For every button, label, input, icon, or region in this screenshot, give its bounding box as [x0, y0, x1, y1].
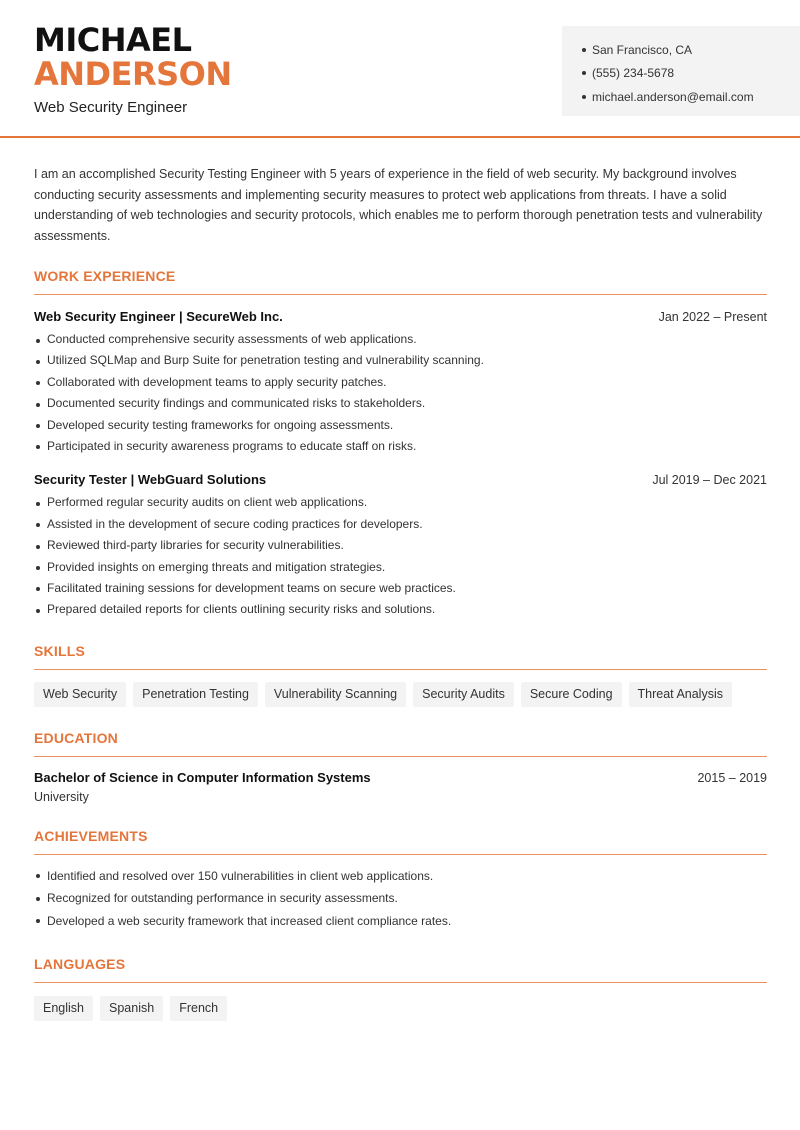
job-entry-header: [34, 309, 767, 324]
last-name: ANDERSON: [34, 55, 232, 93]
job-bullet-list: [34, 329, 767, 457]
section-divider: [34, 756, 767, 757]
list-item: Facilitated training sessions for development teams on secure web practices.: [34, 578, 767, 599]
resume-header: [0, 0, 800, 138]
skill-chip: Secure Coding: [521, 682, 622, 707]
achievements-list: [34, 865, 767, 933]
section-title-education: EDUCATION: [34, 729, 118, 746]
list-item: Developed security testing frameworks for ongoing assessments.: [34, 415, 767, 436]
skills-list: [34, 682, 767, 707]
job-title: Web Security Engineer: [34, 99, 188, 116]
section-divider: [34, 982, 767, 983]
degree-title: Bachelor of Science in Computer Information Systems: [34, 769, 371, 785]
job-bullet-list: [34, 492, 767, 620]
job-dates: Jul 2019 – Dec 2021: [652, 473, 767, 488]
language-chip: English: [34, 996, 93, 1021]
school-name: University: [34, 789, 89, 804]
contact-email[interactable]: michael.anderson@email.com: [582, 85, 800, 109]
section-title-languages: LANGUAGES: [34, 956, 126, 973]
skill-chip: Penetration Testing: [133, 682, 258, 707]
education-dates: 2015 – 2019: [697, 770, 767, 785]
section-divider: [34, 669, 767, 670]
skill-chip: Web Security: [34, 682, 126, 707]
list-item: Collaborated with development teams to apply security patches.: [34, 372, 767, 393]
list-item: Prepared detailed reports for clients outlining security risks and solutions.: [34, 599, 767, 620]
contact-location: San Francisco, CA: [582, 38, 800, 62]
section-title-skills: SKILLS: [34, 642, 85, 659]
list-item: Documented security findings and communicated risks to stakeholders.: [34, 393, 767, 414]
education-entry-header: [34, 770, 767, 785]
language-chip: Spanish: [100, 996, 163, 1021]
language-chip: French: [170, 996, 227, 1021]
bullet-icon: [582, 95, 586, 99]
section-title-work: WORK EXPERIENCE: [34, 268, 176, 284]
list-item: Developed a web security framework that increased client compliance rates.: [34, 910, 767, 933]
list-item: Utilized SQLMap and Burp Suite for penetration testing and vulnerability scanning.: [34, 350, 767, 371]
summary-paragraph: I am an accomplished Security Testing Engineer with 5 years of experience in the field of web security. My background involves conducting security assessments and implementing security measures to protect web applications from threats. I have a solid understanding of web technologies and security protocols, which enables me to perform thorough penetration tests and vulnerability assessments.: [34, 167, 763, 243]
languages-list: [34, 996, 767, 1021]
job-heading: Security Tester | WebGuard Solutions: [34, 472, 267, 488]
bullet-icon: [582, 48, 586, 52]
resume-body: [34, 164, 767, 1021]
section-divider: [34, 294, 767, 295]
list-item: Conducted comprehensive security assessments of web applications.: [34, 329, 767, 350]
section-divider: [34, 854, 767, 855]
first-name: MICHAEL: [34, 21, 192, 59]
contact-box: [562, 26, 800, 116]
list-item: Reviewed third-party libraries for security vulnerabilities.: [34, 535, 767, 556]
list-item: Identified and resolved over 150 vulnerabilities in client web applications.: [34, 865, 767, 888]
job-entry-header: [34, 472, 767, 487]
full-name: [34, 23, 232, 91]
list-item: Participated in security awareness programs to educate staff on risks.: [34, 436, 767, 457]
skill-chip: Threat Analysis: [629, 682, 732, 707]
section-title-achievements: ACHIEVEMENTS: [34, 827, 148, 844]
skill-chip: Vulnerability Scanning: [265, 682, 406, 707]
skill-chip: Security Audits: [413, 682, 514, 707]
list-item: Assisted in the development of secure coding practices for developers.: [34, 514, 767, 535]
bullet-icon: [582, 71, 586, 75]
contact-phone: (555) 234-5678: [582, 62, 800, 86]
job-dates: Jan 2022 – Present: [658, 310, 767, 324]
job-heading: Web Security Engineer | SecureWeb Inc.: [34, 309, 283, 324]
list-item: Performed regular security audits on client web applications.: [34, 492, 767, 513]
list-item: Provided insights on emerging threats and mitigation strategies.: [34, 557, 767, 578]
list-item: Recognized for outstanding performance in security assessments.: [34, 887, 767, 910]
